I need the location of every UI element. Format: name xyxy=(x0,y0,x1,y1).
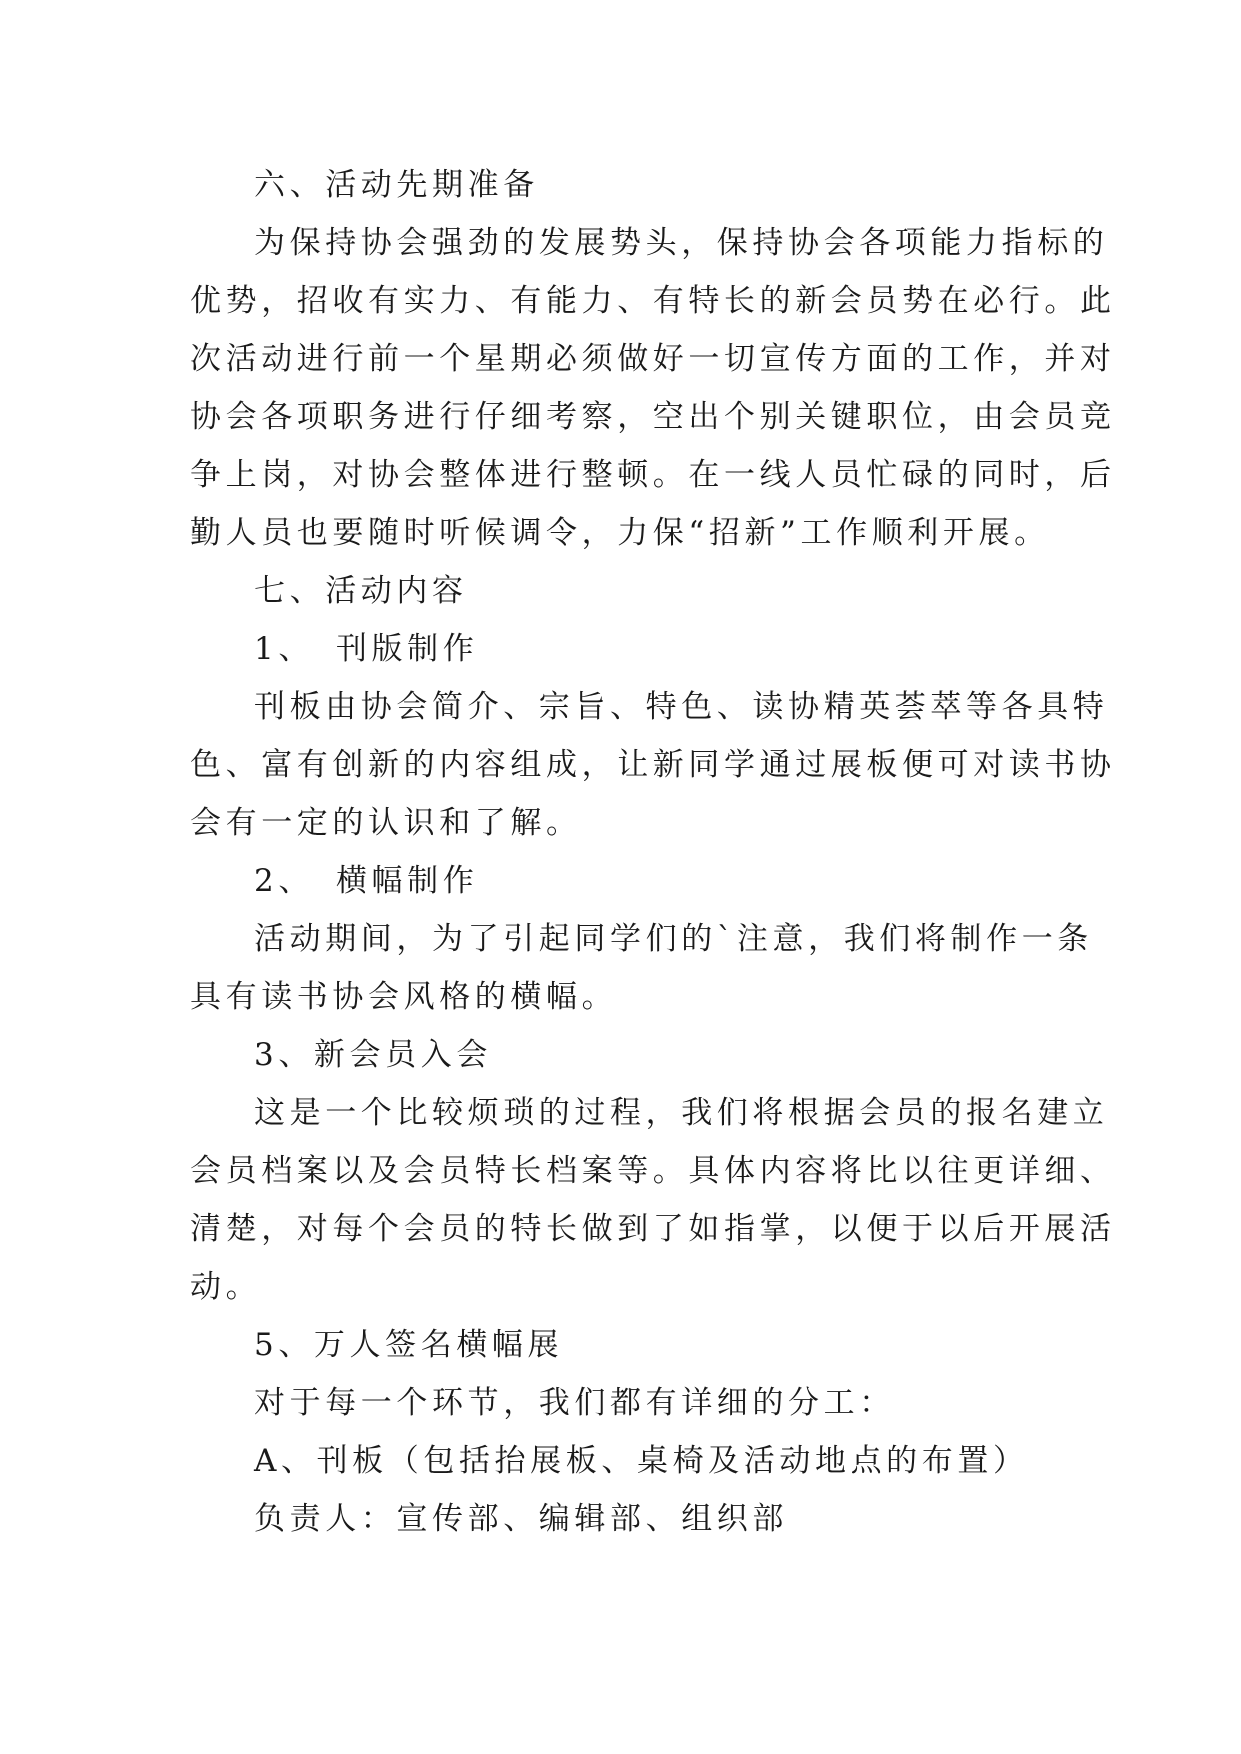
section-6-para-line-4: 协会各项职务进行仔细考察，空出个别关键职位，由会员竞 xyxy=(190,399,1116,435)
item-5-sub-a: A、刊板（包括抬展板、桌椅及活动地点的布置） xyxy=(254,1443,1029,1479)
item-5-intro: 对于每一个环节，我们都有详细的分工： xyxy=(254,1385,895,1421)
section-6-heading: 六、活动先期准备 xyxy=(254,167,539,203)
item-1-title: 刊版制作 xyxy=(335,631,479,667)
item-3-heading: 3、新会员入会 xyxy=(254,1037,492,1073)
item-1-para-line-2: 色、富有创新的内容组成，让新同学通过展板便可对读书协 xyxy=(190,747,1116,783)
item-3-para-line-3: 清楚，对每个会员的特长做到了如指掌，以便于以后开展活 xyxy=(190,1211,1116,1247)
item-2-para-line-1: 活动期间，为了引起同学们的`注意，我们将制作一条 xyxy=(254,921,1093,957)
item-2-heading xyxy=(190,852,1062,910)
item-1-number: 1、 xyxy=(254,631,314,667)
item-3-para-line-4: 动。 xyxy=(190,1269,262,1305)
section-6-para-line-2: 优势，招收有实力、有能力、有特长的新会员势在必行。此 xyxy=(190,283,1116,319)
item-3-para-line-2: 会员档案以及会员特长档案等。具体内容将比以往更详细、 xyxy=(190,1153,1116,1189)
item-1-para-line-1: 刊板由协会简介、宗旨、特色、读协精英荟萃等各具特 xyxy=(254,689,1109,725)
item-3-para-line-1: 这是一个比较烦琐的过程，我们将根据会员的报名建立 xyxy=(254,1095,1109,1131)
section-6-para-line-6: 勤人员也要随时听候调令，力保“招新”工作顺利开展。 xyxy=(190,515,1050,551)
section-6-para-line-3: 次活动进行前一个星期必须做好一切宣传方面的工作，并对 xyxy=(190,341,1116,377)
section-7-heading: 七、活动内容 xyxy=(254,573,468,609)
item-5-responsible: 负责人：宣传部、编辑部、组织部 xyxy=(254,1501,788,1537)
item-2-number: 2、 xyxy=(254,863,314,899)
section-6-para-line-1: 为保持协会强劲的发展势头，保持协会各项能力指标的 xyxy=(254,225,1109,261)
item-1-heading xyxy=(190,620,1062,678)
item-2-para-line-2: 具有读书协会风格的横幅。 xyxy=(190,979,618,1015)
item-1-para-line-3: 会有一定的认识和了解。 xyxy=(190,805,582,841)
item-5-heading: 5、万人签名横幅展 xyxy=(254,1327,564,1363)
item-2-title: 横幅制作 xyxy=(335,863,479,899)
section-6-para-line-5: 争上岗，对协会整体进行整顿。在一线人员忙碌的同时，后 xyxy=(190,457,1116,493)
document-body xyxy=(190,156,1116,1548)
